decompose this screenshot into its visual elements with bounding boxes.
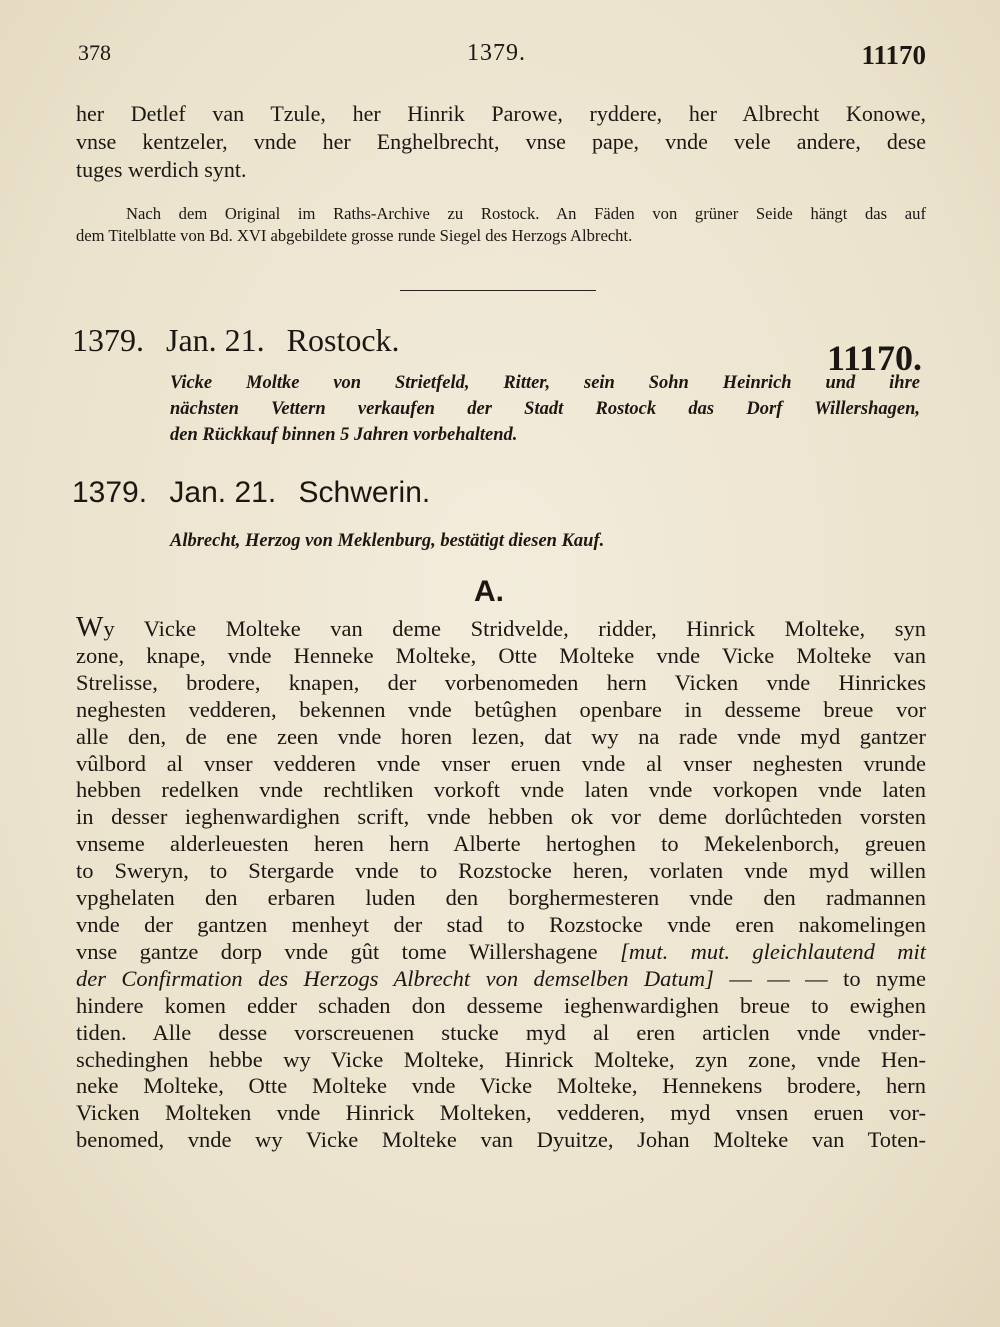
entry-date: Jan. 21. <box>169 476 277 509</box>
editorial-note: [mut. mut. gleichlautend mit <box>620 938 927 964</box>
entry-place: Rostock. <box>286 322 400 358</box>
charter-text-fragment: vnse gantze dorp vnde gût tome Willershagene <box>76 938 598 964</box>
charter-line: Wy Vicke Molteke van deme Stridvelde, ridder, Hinrick Molteke, syn <box>76 611 926 643</box>
summary-line: Vicke Moltke von Strietfeld, Ritter, sein Sohn Heinrich und ihre <box>170 373 920 393</box>
charter-line: vnseme alderleuesten heren hern Alberte hertoghen to Mekelenborch, greuen <box>76 831 926 857</box>
charter-line: alle den, de ene zeen vnde horen lezen, dat wy na rade vnde myd gantzer <box>76 723 926 749</box>
entry-place: Schwerin. <box>298 476 431 509</box>
charter-line-with-note <box>76 966 926 993</box>
charter-line: to Sweryn, to Stergarde vnde to Rozstocke heren, vorlaten vnde myd willen <box>76 858 926 884</box>
charter-line: benomed, vnde wy Vicke Molteke van Dyuitze, Johan Molteke van Toten- <box>76 1127 926 1153</box>
entry-summary-rostock <box>170 370 920 448</box>
text-line: tuges werdich synt. <box>76 157 247 182</box>
running-header-document-number: 11170 <box>861 40 926 70</box>
summary-line: nächsten Vettern verkaufen der Stadt Rostock das Dorf Willershagen, <box>170 399 920 419</box>
source-note-line: Nach dem Original im Raths-Archive zu Rostock. An Fäden von grüner Seide hängt das auf <box>126 204 926 223</box>
editorial-note: der Confirmation des Herzogs Albrecht von demselben Datum] <box>76 965 714 991</box>
charter-line: zone, knape, vnde Henneke Molteke, Otte Molteke vnde Vicke Molteke van <box>76 642 926 668</box>
charter-text-fragment: — — — to nyme <box>729 965 926 991</box>
summary-line: den Rückkauf binnen 5 Jahren vorbehaltend. <box>170 425 518 445</box>
previous-charter-continuation <box>76 100 926 184</box>
summary-line: Albrecht, Herzog von Meklenburg, bestätigt diesen Kauf. <box>170 531 605 551</box>
text-line: her Detlef van Tzule, her Hinrik Parowe, ryddere, her Albrecht Konowe, <box>76 101 926 126</box>
charter-line: tiden. Alle desse vorscreuenen stucke myd al eren articlen vnde vnder- <box>76 1019 926 1045</box>
charter-line: vûlbord al vnser vedderen vnde vnser eruen vnde al vnser neghesten vrunde <box>76 750 926 776</box>
charter-line-with-note <box>76 939 926 966</box>
entry-number: 11170. <box>826 338 922 378</box>
charter-line: hebben redelken vnde rechtliken vorkoft vnde laten vnde vorkopen vnde laten <box>76 777 926 803</box>
entry-summary-schwerin <box>170 528 810 554</box>
charter-line: neghesten vedderen, bekennen vnde betûghen openbare in desseme breue vor <box>76 696 926 722</box>
text-line: vnse kentzeler, vnde her Enghelbrecht, vnse pape, vnde vele andere, dese <box>76 129 926 154</box>
entry-heading-schwerin <box>72 476 444 510</box>
section-letter: A. <box>474 575 504 608</box>
entry-year: 1379. <box>72 322 144 358</box>
charter-line: vpghelaten den erbaren luden den borghermesteren vnde den radmannen <box>76 885 926 911</box>
charter-line: in desser ieghenwardighen scrift, vnde hebben ok vor deme dorlûchteden vorsten <box>76 804 926 830</box>
charter-line: Strelisse, brodere, knapen, der vorbenomeden hern Vicken vnde Hinrickes <box>76 669 926 695</box>
charter-text <box>76 611 927 1154</box>
charter-line: neke Molteke, Otte Molteke vnde Vicke Molteke, Hennekens brodere, hern <box>76 1073 926 1099</box>
entry-date: Jan. 21. <box>166 322 265 358</box>
running-header-year: 1379. <box>467 40 526 66</box>
entry-heading-rostock <box>72 322 414 359</box>
charter-line: vnde der gantzen menheyt der stad to Rozstocke vnde eren nakomelingen <box>76 911 926 937</box>
entry-year: 1379. <box>72 476 148 509</box>
charter-line: schedinghen hebbe wy Vicke Molteke, Hinrick Molteke, zyn zone, vnde Hen- <box>76 1046 926 1072</box>
charter-line: hindere komen edder schaden don desseme ieghenwardighen breue to ewighen <box>76 992 926 1018</box>
charter-line: Vicken Molteken vnde Hinrick Molteken, vedderen, myd vnsen eruen vor- <box>76 1100 926 1126</box>
page-number: 378 <box>78 40 111 65</box>
section-divider <box>400 290 596 291</box>
source-note-line: dem Titelblatte von Bd. XVI abgebildete grosse runde Siegel des Herzogs Albrecht. <box>76 226 633 245</box>
source-note <box>76 203 926 247</box>
